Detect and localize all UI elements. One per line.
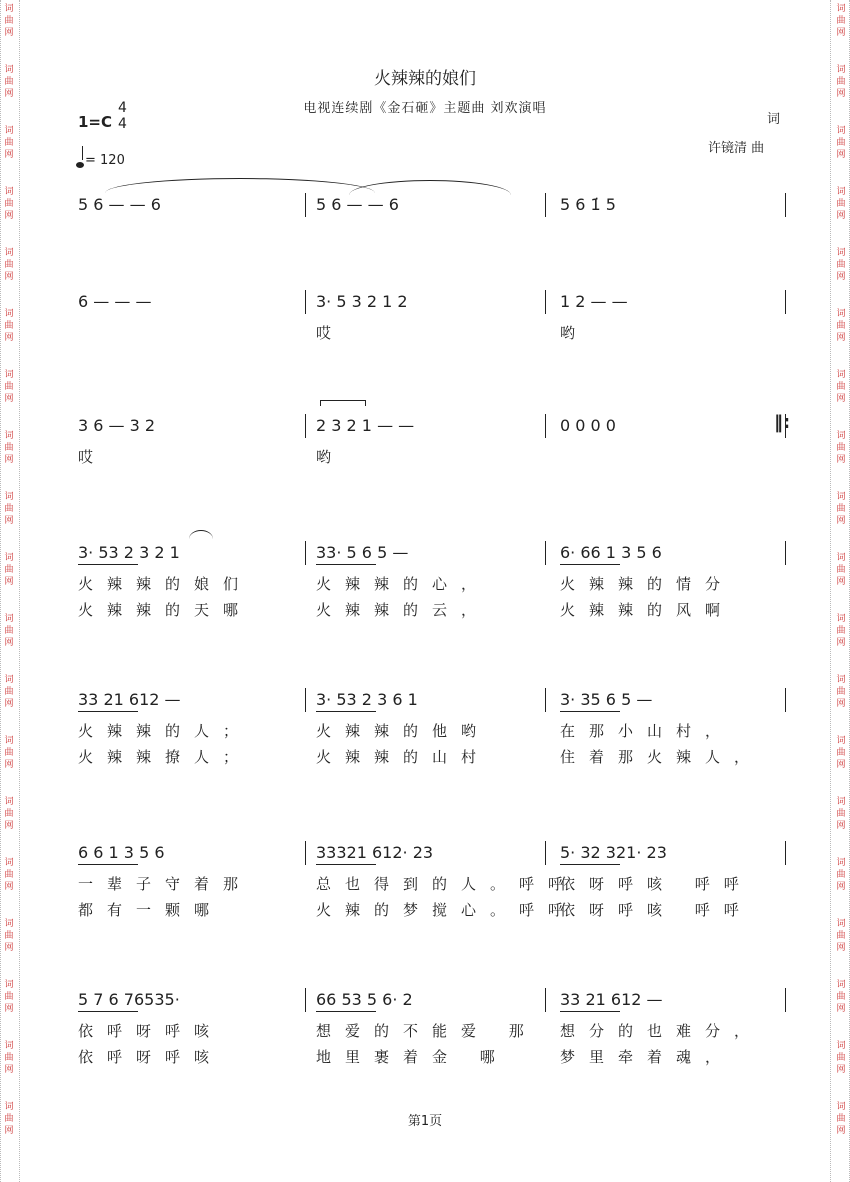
watermark-char: 词	[4, 248, 14, 258]
watermark-char: 词	[836, 553, 846, 563]
watermark-char: 曲	[4, 809, 14, 819]
beam-underline	[316, 711, 376, 712]
watermark-char: 网	[836, 882, 846, 892]
tie-arc	[189, 530, 213, 539]
barline	[785, 841, 786, 865]
measure-notes: 33321 612· 23	[316, 843, 434, 862]
watermark-char: 曲	[836, 16, 846, 26]
lyric-line: 哎	[316, 324, 346, 342]
time-signature-top: 4	[118, 100, 127, 116]
watermark-char: 曲	[836, 260, 846, 270]
watermark-char: 词	[836, 370, 846, 380]
watermark-char: 曲	[4, 748, 14, 758]
watermark-char: 词	[4, 370, 14, 380]
watermark-char: 网	[836, 760, 846, 770]
lyric-line: 火辣辣的云，	[316, 601, 491, 619]
measure-notes: 3· 53 2 3 6 1	[316, 690, 418, 709]
watermark-char: 词	[4, 858, 14, 868]
lyric-line: 总也得到的人。呼呼	[316, 875, 578, 893]
watermark-char: 词	[836, 309, 846, 319]
watermark-char: 网	[4, 28, 14, 38]
watermark-char: 曲	[4, 626, 14, 636]
barline	[785, 541, 786, 565]
watermark-char: 网	[836, 89, 846, 99]
watermark-char: 网	[4, 272, 14, 282]
watermark-char: 曲	[4, 992, 14, 1002]
composer-label: 许镜清 曲	[708, 141, 765, 156]
lyric-line: 依呀呼咳 呼呼	[560, 901, 753, 919]
time-signature-bottom: 4	[118, 116, 127, 132]
watermark-char: 曲	[4, 199, 14, 209]
watermark-char: 网	[4, 882, 14, 892]
watermark-char: 曲	[836, 138, 846, 148]
barline	[545, 290, 546, 314]
score-system	[0, 990, 850, 1070]
lyric-line: 火辣辣撩人；	[78, 748, 253, 766]
watermark-char: 词	[4, 309, 14, 319]
watermark-char: 词	[836, 187, 846, 197]
watermark-char: 曲	[836, 1053, 846, 1063]
score-system	[0, 543, 850, 623]
watermark-char: 网	[4, 1126, 14, 1136]
barline	[305, 841, 306, 865]
watermark-char: 网	[836, 394, 846, 404]
barline	[305, 541, 306, 565]
key-signature: 1=C	[78, 113, 113, 131]
watermark-char: 网	[836, 943, 846, 953]
score-system	[0, 195, 850, 275]
barline	[545, 193, 546, 217]
time-signature	[118, 100, 127, 132]
watermark-char: 词	[4, 431, 14, 441]
watermark-char: 网	[836, 211, 846, 221]
watermark-char: 曲	[836, 321, 846, 331]
watermark-char: 网	[4, 1065, 14, 1075]
slur-arc	[105, 178, 375, 193]
watermark-char: 词	[4, 797, 14, 807]
score-system	[0, 416, 850, 496]
watermark-char: 词	[4, 126, 14, 136]
lyric-line: 在那小山村，	[560, 722, 735, 740]
beam-underline	[78, 864, 138, 865]
watermark-char: 曲	[4, 931, 14, 941]
lyric-line: 地里裹着金 哪	[316, 1048, 509, 1066]
score-system	[0, 292, 850, 372]
lyric-line: 一辈子守着那	[78, 875, 253, 893]
watermark-char: 曲	[836, 992, 846, 1002]
watermark-char: 曲	[4, 1053, 14, 1063]
watermark-char: 词	[836, 431, 846, 441]
measure-notes: 5 7 6 76535·	[78, 990, 180, 1009]
watermark-char: 词	[4, 492, 14, 502]
beam-underline	[560, 711, 620, 712]
watermark-char: 曲	[836, 931, 846, 941]
watermark-char: 词	[836, 4, 846, 14]
measure-notes: 33· 5 6 5 —	[316, 543, 409, 562]
watermark-char: 网	[836, 455, 846, 465]
watermark-char: 网	[4, 394, 14, 404]
watermark-char: 网	[836, 28, 846, 38]
watermark-char: 网	[4, 699, 14, 709]
barline	[785, 193, 786, 217]
watermark-char: 曲	[836, 199, 846, 209]
beam-underline	[316, 564, 376, 565]
watermark-char: 网	[836, 577, 846, 587]
repeat-sign-icon: ‖:	[774, 412, 791, 433]
lyric-line: 依呼呀呼咳	[78, 1048, 224, 1066]
watermark-char: 网	[4, 943, 14, 953]
lyric-line: 火辣的梦搅心。呼呼	[316, 901, 578, 919]
beam-underline	[316, 1011, 376, 1012]
beam-underline	[560, 864, 620, 865]
lyric-line: 哟	[560, 324, 590, 342]
watermark-char: 词	[836, 248, 846, 258]
tempo-value: = 120	[85, 153, 125, 168]
barline	[305, 988, 306, 1012]
barline	[545, 541, 546, 565]
barline	[305, 290, 306, 314]
watermark-char: 曲	[836, 809, 846, 819]
measure-notes: 3· 35 6 5 —	[560, 690, 653, 709]
measure-notes: 3 6 — 3 2	[78, 416, 156, 435]
beam-underline	[316, 864, 376, 865]
lyric-line: 哎	[78, 448, 108, 466]
watermark-char: 网	[4, 211, 14, 221]
page-number: 第1页	[407, 1114, 443, 1129]
watermark-char: 词	[4, 65, 14, 75]
beam-underline	[78, 1011, 138, 1012]
barline	[305, 414, 306, 438]
lyric-line: 都有一颗哪	[78, 901, 224, 919]
watermark-char: 词	[4, 614, 14, 624]
watermark-char: 曲	[836, 565, 846, 575]
barline	[545, 688, 546, 712]
watermark-char: 网	[4, 455, 14, 465]
watermark-char: 词	[836, 614, 846, 624]
watermark-char: 网	[4, 821, 14, 831]
watermark-char: 曲	[4, 321, 14, 331]
watermark-char: 词	[836, 1102, 846, 1112]
watermark-char: 词	[836, 797, 846, 807]
lyric-line: 想爱的不能爱 那	[316, 1022, 538, 1040]
watermark-char: 曲	[4, 687, 14, 697]
watermark-char: 曲	[4, 16, 14, 26]
watermark-char: 网	[4, 89, 14, 99]
quarter-note-icon	[76, 162, 84, 168]
barline	[545, 988, 546, 1012]
measure-notes: 0 0 0 0	[560, 416, 616, 435]
lyricist-label: 词	[767, 112, 781, 127]
watermark-char: 网	[4, 638, 14, 648]
watermark-char: 曲	[836, 687, 846, 697]
watermark-char: 词	[4, 980, 14, 990]
watermark-char: 网	[836, 272, 846, 282]
lyric-line: 火辣辣的风啊	[560, 601, 735, 619]
measure-notes: 1 2 — —	[560, 292, 628, 311]
beam-underline	[78, 711, 138, 712]
tempo-marking	[76, 150, 125, 168]
watermark-char: 网	[836, 1126, 846, 1136]
measure-notes: 66 53 5 6· 2	[316, 990, 413, 1009]
lyric-line: 梦里牵着魂，	[560, 1048, 735, 1066]
watermark-char: 词	[836, 492, 846, 502]
barline	[305, 193, 306, 217]
lyric-line: 火辣辣的人；	[78, 722, 253, 740]
watermark-char: 曲	[4, 1114, 14, 1124]
lyric-line: 住着那火辣人，	[560, 748, 764, 766]
watermark-char: 网	[836, 1065, 846, 1075]
watermark-char: 曲	[836, 870, 846, 880]
watermark-char: 词	[836, 980, 846, 990]
watermark-char: 词	[836, 675, 846, 685]
lyric-line: 哟	[316, 448, 346, 466]
measure-notes: 5 6 1̇ 5	[560, 195, 616, 214]
watermark-char: 词	[4, 1102, 14, 1112]
watermark-char: 曲	[836, 1114, 846, 1124]
watermark-char: 曲	[4, 504, 14, 514]
watermark-char: 词	[836, 858, 846, 868]
lyric-line: 依呀呼咳 呼呼	[560, 875, 753, 893]
watermark-char: 曲	[4, 260, 14, 270]
measure-notes: 5 6 — — 6	[78, 195, 161, 214]
measure-notes: 6 6 1 3 5 6	[78, 843, 165, 862]
watermark-char: 词	[4, 1041, 14, 1051]
watermark-char: 网	[4, 1004, 14, 1014]
watermark-char: 曲	[4, 565, 14, 575]
watermark-char: 网	[4, 516, 14, 526]
watermark-char: 词	[4, 919, 14, 929]
watermark-char: 词	[836, 126, 846, 136]
watermark-char: 曲	[4, 382, 14, 392]
beam-underline	[560, 564, 620, 565]
watermark-char: 曲	[836, 443, 846, 453]
watermark-char: 曲	[4, 443, 14, 453]
barline	[785, 688, 786, 712]
watermark-char: 网	[836, 333, 846, 343]
watermark-char: 网	[4, 333, 14, 343]
watermark-char: 曲	[836, 504, 846, 514]
barline	[305, 688, 306, 712]
song-title: 火辣辣的娘们	[374, 69, 476, 89]
watermark-char: 曲	[836, 626, 846, 636]
barline	[545, 841, 546, 865]
lyric-line: 想分的也难分，	[560, 1022, 764, 1040]
watermark-char: 曲	[836, 382, 846, 392]
watermark-char: 网	[836, 516, 846, 526]
watermark-char: 词	[4, 553, 14, 563]
watermark-char: 词	[4, 187, 14, 197]
measure-notes: 5 6 — — 6	[316, 195, 399, 214]
watermark-char: 曲	[4, 77, 14, 87]
lyric-line: 火辣辣的天哪	[78, 601, 253, 619]
lyric-line: 火辣辣的情分	[560, 575, 735, 593]
measure-notes: 2 3 2 1 — —	[316, 416, 415, 435]
watermark-char: 网	[836, 1004, 846, 1014]
lyric-line: 火辣辣的娘们	[78, 575, 253, 593]
score-system	[0, 690, 850, 770]
slur-arc	[349, 180, 511, 195]
watermark-char: 曲	[836, 77, 846, 87]
lyric-line: 火辣辣的他哟	[316, 722, 491, 740]
watermark-char: 网	[836, 821, 846, 831]
barline	[545, 414, 546, 438]
lyric-line: 火辣辣的山村	[316, 748, 491, 766]
measure-notes: 5· 32 321· 23	[560, 843, 667, 862]
watermark-char: 词	[836, 65, 846, 75]
measure-notes: 3· 53 2 3 2 1	[78, 543, 180, 562]
watermark-char: 网	[836, 638, 846, 648]
lyric-line: 火辣辣的心，	[316, 575, 491, 593]
measure-notes: 33 21 612 —	[560, 990, 663, 1009]
watermark-char: 网	[4, 150, 14, 160]
measure-notes: 33 21 612 —	[78, 690, 181, 709]
triplet-bracket	[320, 400, 366, 406]
lyric-line: 依呼呀呼咳	[78, 1022, 224, 1040]
watermark-char: 词	[836, 919, 846, 929]
song-subtitle: 电视连续剧《金石砸》主题曲 刘欢演唱	[303, 101, 547, 116]
watermark-char: 词	[4, 736, 14, 746]
beam-underline	[560, 1011, 620, 1012]
watermark-char: 曲	[4, 138, 14, 148]
watermark-char: 词	[4, 675, 14, 685]
watermark-char: 网	[836, 150, 846, 160]
barline	[785, 290, 786, 314]
watermark-char: 网	[4, 760, 14, 770]
watermark-char: 网	[836, 699, 846, 709]
watermark-char: 词	[836, 1041, 846, 1051]
measure-notes: 3· 5 3 2 1 2	[316, 292, 408, 311]
beam-underline	[78, 564, 138, 565]
measure-notes: 6 — — —	[78, 292, 152, 311]
watermark-char: 曲	[836, 748, 846, 758]
watermark-char: 词	[4, 4, 14, 14]
measure-notes: 6· 66 1 3 5 6	[560, 543, 662, 562]
barline	[785, 988, 786, 1012]
watermark-char: 词	[836, 736, 846, 746]
watermark-char: 曲	[4, 870, 14, 880]
score-system	[0, 843, 850, 923]
watermark-char: 网	[4, 577, 14, 587]
